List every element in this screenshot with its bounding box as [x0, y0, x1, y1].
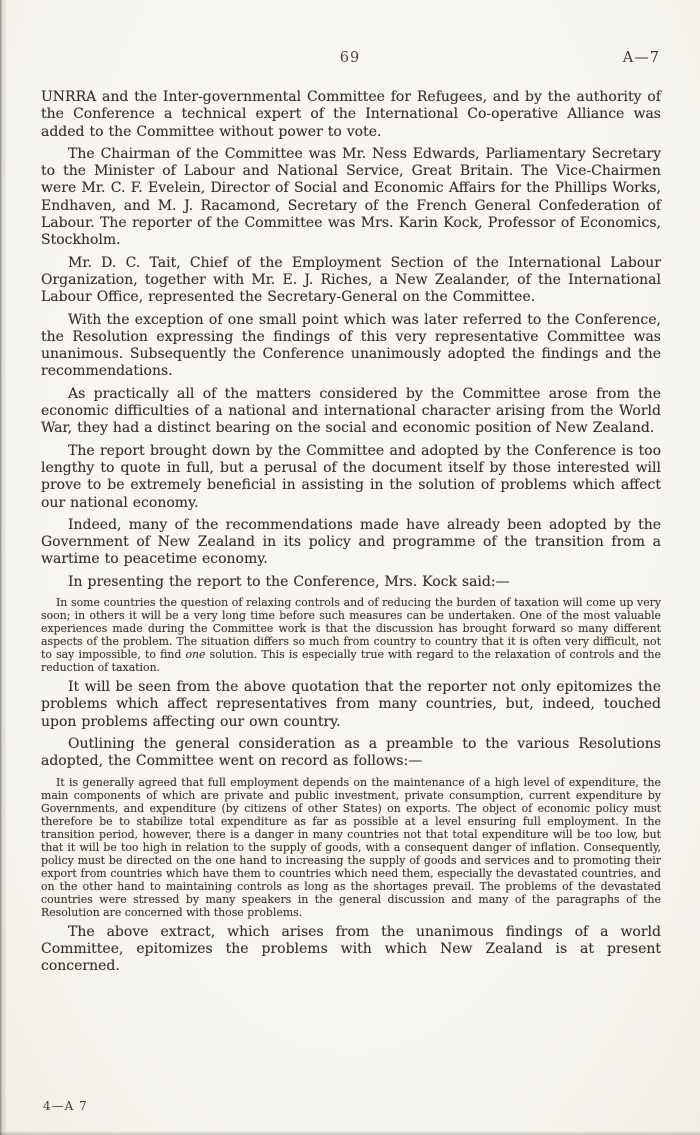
document-text — [41, 89, 661, 980]
paragraph-unrra-continuation: UNRRA and the Inter-governmental Committee for Refugees, and by the authority of the Conference a technical expert of the International Co-operative Alliance was added to the Committee without power to vote. — [41, 89, 661, 140]
paragraph-economic-difficulties: As practically all of the matters considered by the Committee arose from the economic difficulties of a national and international character arising from the World War, they had a distinct bearing on the social and economic position of New Zealand. — [41, 385, 661, 437]
paragraph-resolution-unanimous: With the exception of one small point which was later referred to the Conference, the Resolution expressing the findings of this very representative Committee was unanimous. Subsequently the Conference unanimously adopted the findings and the recommendations. — [41, 311, 661, 380]
paragraph-kock-said-intro: In presenting the report to the Conference, Mrs. Kock said:— — [68, 573, 510, 590]
page-footer — [43, 1099, 88, 1113]
extract-italic-word: one — [185, 648, 206, 662]
paragraph-preamble-intro: Outlining the general consideration as a preamble to the various Resolutions adopted, the Committee went on record as follows:— — [41, 735, 661, 770]
paragraph-tait-riches: Mr. D. C. Tait, Chief of the Employment Section of the International Labour Organization, together with Mr. E. J. Riches, a New Zealander, of the International Labour Office, represented the Secretary-General on the Committee. — [41, 254, 661, 306]
paragraph-recommendations-adopted: Indeed, many of the recommendations made have already been adopted by the Government of New Zealand in its policy and programme of the transition from a wartime to peacetime economy. — [41, 516, 661, 568]
quoted-extract-kock — [41, 596, 661, 674]
paragraph-report-lengthy: The report brought down by the Committee and adopted by the Conference is too lengthy to quote in full, but a perusal of the document itself by those interested will prove to be extremely beneficial in assisting in the solution of problems which affect our national economy. — [41, 442, 661, 511]
paragraph-quotation-comment: It will be seen from the above quotation that the reporter not only epitomizes the problems which affect representatives from many countries, but, indeed, touched upon problems affecting our own country. — [41, 679, 661, 730]
paper-reference: A—7 — [622, 50, 660, 66]
quoted-extract-preamble: It is generally agreed that full employment depends on the maintenance of a high level of expenditure, the main components of which are private and public investment, private consumption, current expenditure by Governments, and expenditure (by citizens of other States) on exports. The object of economic policy must therefore be to stabilize total expenditure as far as possible at a level ensuring full employment. In the transition period, however, there is a danger in many countries not that total expenditure will be too low, but that it will be too high in relation to the supply of goods, with a consequent danger of inflation. Consequently, policy must be directed on the one hand to increasing the supply of goods and services and to promoting their export from countries which have them to countries which need them, especially the devastated countries, and on the other hand to maintaining controls as long as the shortages prevail. The problems of the devastated countries were stressed by many speakers in the general discussion and many of the paragraphs of the Resolution are concerned with those problems. — [41, 775, 661, 919]
page-header — [0, 50, 700, 70]
extract-text-before-italic: In some countries the question of relaxing controls and of reducing the burden of taxation will come up very soon; in others it will be a very long time before such measures can be undertaken. One of the most valuable experiences made during the Committee work is that the discussion has brought forward so many different aspects of the problem. The situation differs so much from country to country that it is often very difficult, not to say impossible, to find — [41, 596, 661, 662]
scan-edge-shadow-bottom — [0, 1131, 700, 1135]
scan-edge-shadow-left — [0, 0, 7, 1135]
page-number: 69 — [339, 50, 361, 66]
printer-signature: 4—A 7 — [43, 1099, 88, 1113]
extract-text-after-italic: solution. This is especially true with regard to the relaxation of controls and the reduction of taxation. — [41, 648, 661, 675]
paragraph-committee-chairman: The Chairman of the Committee was Mr. Ness Edwards, Parliamentary Secretary to the Minister of Labour and National Service, Great Britain. The Vice-Chairmen were Mr. C. F. Evelein, Director of Social and Economic Affairs for the Phillips Works, Endhaven, and M. J. Racamond, Secretary of the French General Confederation of Labour. The reporter of the Committee was Mrs. Karin Kock, Professor of Economics, Stockholm. — [41, 145, 661, 249]
paragraph-closing: The above extract, which arises from the unanimous findings of a world Committee, epitomizes the problems with which New Zealand is at present concerned. — [41, 923, 661, 975]
